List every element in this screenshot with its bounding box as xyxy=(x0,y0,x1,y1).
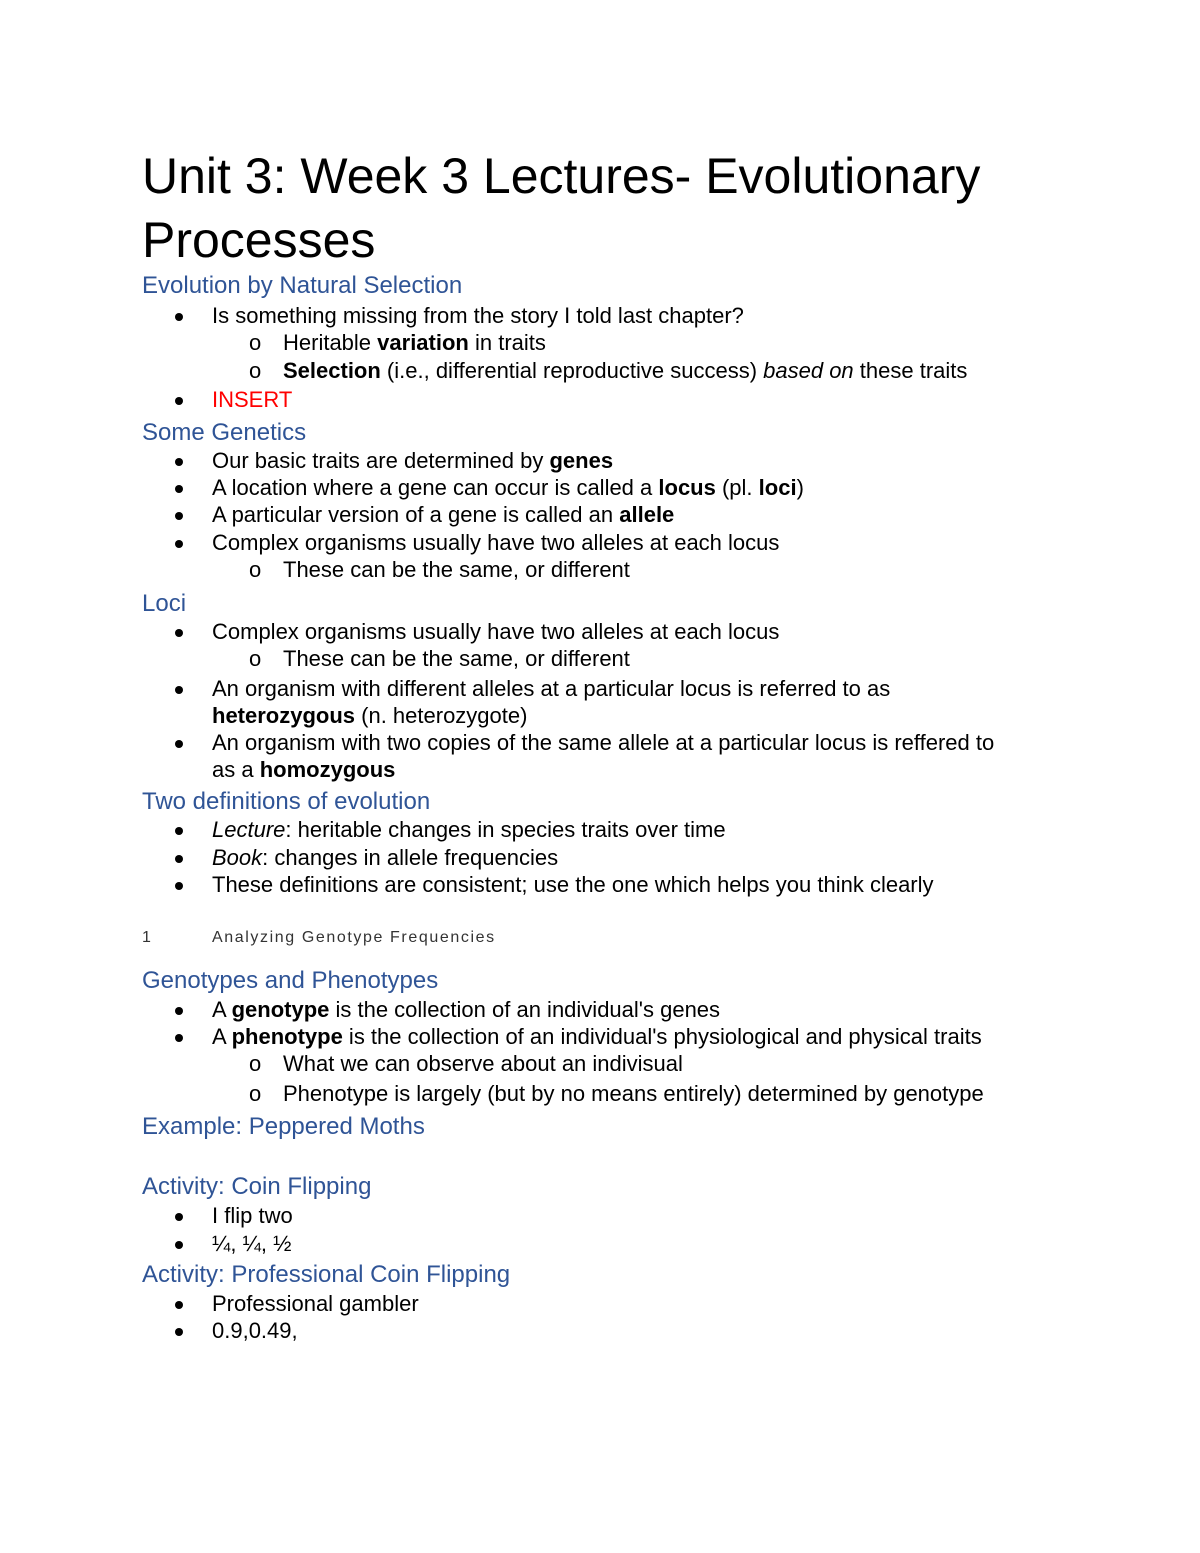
bullet-icon xyxy=(175,882,183,890)
list-item-continuation: as a homozygous xyxy=(212,757,396,782)
heading-genotypes: Genotypes and Phenotypes xyxy=(142,967,439,994)
list-item: A location where a gene can occur is called a locus (pl. loci) xyxy=(212,475,804,500)
bullet-icon xyxy=(175,1034,183,1042)
sub-bullet-icon: o xyxy=(249,330,262,355)
toc-heading: Analyzing Genotype Frequencies xyxy=(212,929,496,946)
list-item: An organism with two copies of the same allele at a particular locus is reffered to xyxy=(212,730,995,755)
list-item: These definitions are consistent; use the one which helps you think clearly xyxy=(212,872,934,897)
heading-some-genetics: Some Genetics xyxy=(142,419,307,446)
bullet-icon xyxy=(175,1328,183,1336)
bullet-icon xyxy=(175,1241,183,1249)
insert-placeholder: INSERT xyxy=(212,387,293,412)
heading-professional-coin-flipping: Activity: Professional Coin Flipping xyxy=(142,1261,511,1288)
bullet-icon xyxy=(175,458,183,466)
list-item: A particular version of a gene is called an allele xyxy=(212,502,675,527)
sub-bullet-icon: o xyxy=(249,1081,262,1106)
list-item: Complex organisms usually have two alleles at each locus xyxy=(212,530,780,555)
heading-peppered-moths: Example: Peppered Moths xyxy=(142,1113,425,1140)
list-item: These can be the same, or different xyxy=(283,646,630,671)
list-item: These can be the same, or different xyxy=(283,557,630,582)
list-item: Heritable variation in traits xyxy=(283,330,546,355)
bullet-icon xyxy=(175,1301,183,1309)
bullet-icon xyxy=(175,827,183,835)
list-item: Our basic traits are determined by genes xyxy=(212,448,614,473)
list-item: A phenotype is the collection of an individual's physiological and physical traits xyxy=(212,1024,982,1049)
bullet-icon xyxy=(175,629,183,637)
list-item: Book: changes in allele frequencies xyxy=(212,845,559,870)
page-title: Unit 3: Week 3 Lectures- Evolutionary Processes xyxy=(142,148,981,268)
bullet-icon xyxy=(175,512,183,520)
list-item: An organism with different alleles at a particular locus is referred to as xyxy=(212,676,891,701)
bullet-icon xyxy=(175,1007,183,1015)
heading-definitions: Two definitions of evolution xyxy=(142,788,431,815)
list-item-continuation: heterozygous (n. heterozygote) xyxy=(212,703,528,728)
bullet-icon xyxy=(175,686,183,694)
toc-number: 1 xyxy=(142,929,151,946)
heading-natural-selection: Evolution by Natural Selection xyxy=(142,272,463,299)
bullet-icon xyxy=(175,1213,183,1221)
sub-bullet-icon: o xyxy=(249,1051,262,1076)
list-item: Selection (i.e., differential reproductive success) based on these traits xyxy=(283,358,968,383)
bullet-icon xyxy=(175,397,183,405)
bullet-icon xyxy=(175,740,183,748)
heading-coin-flipping: Activity: Coin Flipping xyxy=(142,1173,372,1200)
list-item: I flip two xyxy=(212,1203,293,1228)
list-item: Complex organisms usually have two alleles at each locus xyxy=(212,619,780,644)
list-item: Is something missing from the story I told last chapter? xyxy=(212,303,744,328)
sub-bullet-icon: o xyxy=(249,358,262,383)
sub-bullet-icon: o xyxy=(249,646,262,671)
list-item: A genotype is the collection of an individual's genes xyxy=(212,997,721,1022)
sub-bullet-icon: o xyxy=(249,557,262,582)
bullet-icon xyxy=(175,313,183,321)
bullet-icon xyxy=(175,485,183,493)
list-item: 0.9,0.49, xyxy=(212,1318,298,1343)
bullet-icon xyxy=(175,855,183,863)
list-item: Phenotype is largely (but by no means entirely) determined by genotype xyxy=(283,1081,984,1106)
list-item: ¼, ¼, ½ xyxy=(212,1231,292,1256)
bullet-icon xyxy=(175,540,183,548)
list-item: Lecture: heritable changes in species traits over time xyxy=(212,817,726,842)
list-item: Professional gambler xyxy=(212,1291,419,1316)
list-item: What we can observe about an indivisual xyxy=(283,1051,683,1076)
heading-loci: Loci xyxy=(142,590,187,617)
